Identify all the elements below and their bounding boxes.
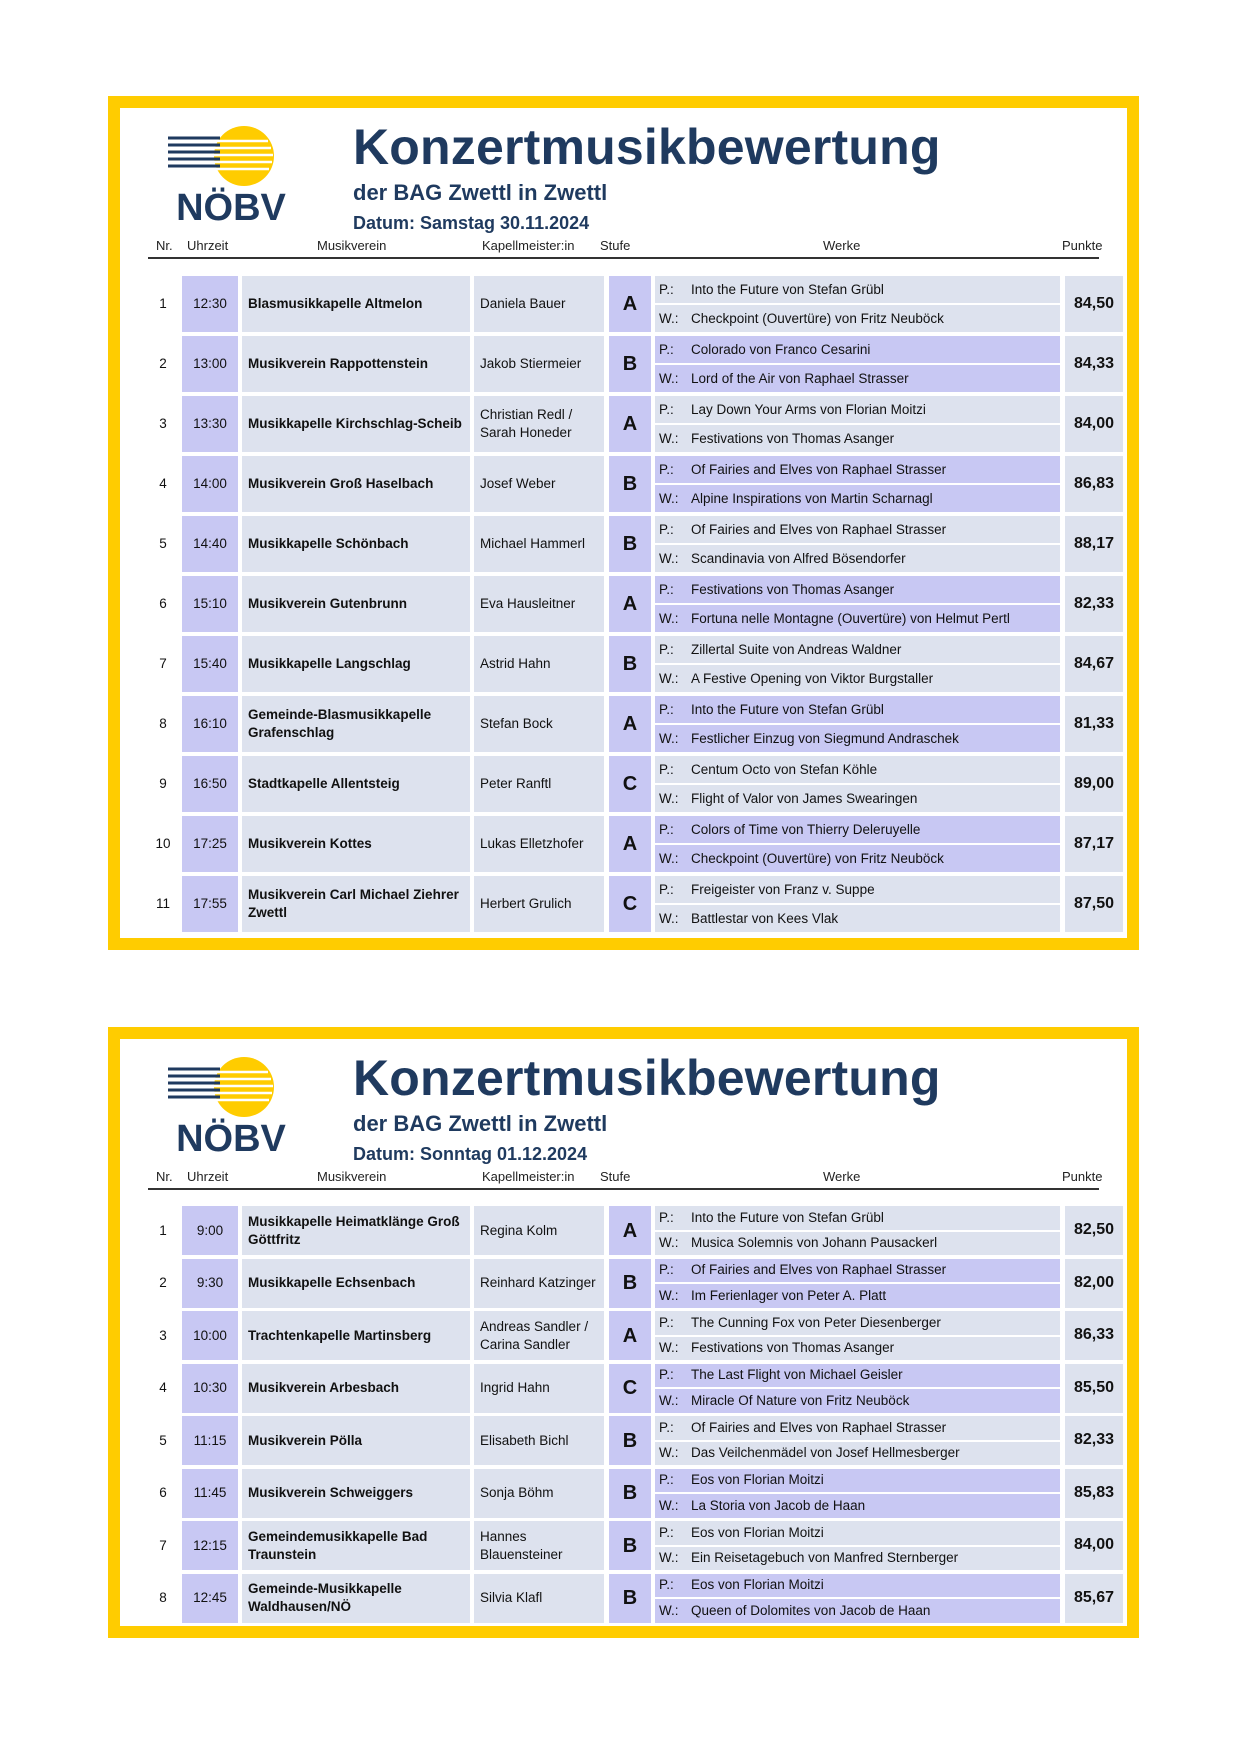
table-row <box>148 1416 1115 1465</box>
table-row <box>148 456 1115 512</box>
row-number: 9 <box>159 776 167 792</box>
row-pflichtwerk <box>655 1259 1060 1283</box>
werk-title: Centum Octo von Stefan Köhle <box>691 761 878 777</box>
table-row <box>148 396 1115 452</box>
row-time: 11:15 <box>182 1416 238 1465</box>
row-time: 13:00 <box>182 336 238 392</box>
column-header-verein: Musikverein <box>317 238 387 253</box>
row-musikverein: Musikverein Schweiggers <box>242 1469 470 1518</box>
row-kapellmeister: Reinhard Katzinger <box>474 1259 604 1308</box>
row-stufe: A <box>609 816 651 872</box>
row-wahlwerk <box>655 1547 1060 1571</box>
row-number: 11 <box>155 896 170 912</box>
column-header-time: Uhrzeit <box>187 1169 229 1184</box>
row-wahlwerk <box>655 545 1060 572</box>
row-pflichtwerk <box>655 816 1060 843</box>
row-time: 14:40 <box>182 516 238 572</box>
werk-prefix: W.: <box>659 610 679 626</box>
row-number: 3 <box>159 1327 167 1343</box>
row-musikverein: Blasmusikkapelle Altmelon <box>242 276 470 332</box>
column-header-kapellmeister: Kapellmeister:in <box>482 238 575 253</box>
row-time: 17:55 <box>182 876 238 932</box>
werk-prefix: P.: <box>659 701 674 717</box>
row-time: 12:45 <box>182 1574 238 1623</box>
row-stufe: A <box>609 1311 651 1360</box>
row-wahlwerk <box>655 1284 1060 1308</box>
row-wahlwerk <box>655 905 1060 932</box>
row-musikverein: Musikverein Carl Michael Ziehrer Zwettl <box>242 876 470 932</box>
row-number: 1 <box>159 1222 167 1238</box>
row-kapellmeister: Daniela Bauer <box>474 276 604 332</box>
row-kapellmeister: Christian Redl / Sarah Honeder <box>474 396 604 452</box>
row-pflichtwerk <box>655 696 1060 723</box>
row-musikverein: Musikkapelle Kirchschlag-Scheib <box>242 396 470 452</box>
row-pflichtwerk <box>655 756 1060 783</box>
row-stufe: A <box>609 276 651 332</box>
row-time: 10:00 <box>182 1311 238 1360</box>
row-stufe: B <box>609 1574 651 1623</box>
column-header-werke: Werke <box>823 1169 861 1184</box>
table-row <box>148 1364 1115 1413</box>
row-time: 12:15 <box>182 1521 238 1570</box>
row-kapellmeister: Regina Kolm <box>474 1206 604 1255</box>
row-pflichtwerk <box>655 1311 1060 1335</box>
werk-prefix: W.: <box>659 910 679 926</box>
row-stufe: B <box>609 516 651 572</box>
werk-title: Festivations von Thomas Asanger <box>691 1340 895 1356</box>
row-punkte: 84,67 <box>1065 636 1123 692</box>
row-time: 13:30 <box>182 396 238 452</box>
werk-prefix: P.: <box>659 461 674 477</box>
row-wahlwerk <box>655 1389 1060 1413</box>
table-row <box>148 336 1115 392</box>
column-header-werke: Werke <box>823 238 861 253</box>
page-subtitle: der BAG Zwettl in Zwettl <box>353 180 608 205</box>
werk-title: Eos von Florian Moitzi <box>691 1524 824 1540</box>
werk-prefix: W.: <box>659 1235 679 1251</box>
werk-prefix: W.: <box>659 1340 679 1356</box>
werk-title: Into the Future von Stefan Grübl <box>691 701 884 717</box>
row-number: 7 <box>159 1537 167 1553</box>
column-header-nr: Nr. <box>156 238 173 253</box>
werk-title: Queen of Dolomites von Jacob de Haan <box>691 1602 931 1618</box>
row-musikverein: Musikkapelle Langschlag <box>242 636 470 692</box>
table-row <box>148 696 1115 752</box>
row-musikverein: Musikverein Arbesbach <box>242 1364 470 1413</box>
row-time: 16:50 <box>182 756 238 812</box>
row-musikverein: Musikkapelle Heimatklänge Groß Göttfritz <box>242 1206 470 1255</box>
row-punkte: 85,67 <box>1065 1574 1123 1623</box>
row-number: 8 <box>159 716 167 732</box>
werk-prefix: P.: <box>659 581 674 597</box>
row-punkte: 82,33 <box>1065 576 1123 632</box>
table-row <box>148 756 1115 812</box>
row-punkte: 84,33 <box>1065 336 1123 392</box>
werk-title: Das Veilchenmädel von Josef Hellmesberger <box>691 1445 960 1461</box>
row-wahlwerk <box>655 665 1060 692</box>
row-number: 8 <box>159 1590 167 1606</box>
row-time: 16:10 <box>182 696 238 752</box>
noebv-logo <box>156 122 306 232</box>
werk-prefix: P.: <box>659 641 674 657</box>
werk-prefix: P.: <box>659 1209 674 1225</box>
header-divider <box>148 257 1099 259</box>
row-musikverein: Musikverein Gutenbrunn <box>242 576 470 632</box>
row-time: 17:25 <box>182 816 238 872</box>
column-header-punkte: Punkte <box>1062 1169 1103 1184</box>
werk-title: Of Fairies and Elves von Raphael Strasser <box>691 1262 947 1278</box>
table-row <box>148 1259 1115 1308</box>
werk-prefix: W.: <box>659 1287 679 1303</box>
table-row <box>148 576 1115 632</box>
row-number: 5 <box>159 536 167 552</box>
row-wahlwerk <box>655 1494 1060 1518</box>
row-musikverein: Gemeinde-Musikkapelle Waldhausen/NÖ <box>242 1574 470 1623</box>
schedule-sheet-sunday <box>108 1027 1139 1638</box>
row-kapellmeister: Peter Ranftl <box>474 756 604 812</box>
table-row <box>148 1206 1115 1255</box>
row-stufe: C <box>609 756 651 812</box>
row-punkte: 86,33 <box>1065 1311 1123 1360</box>
werk-title: Miracle Of Nature von Fritz Neuböck <box>691 1392 910 1408</box>
row-time: 11:45 <box>182 1469 238 1518</box>
row-musikverein: Trachtenkapelle Martinsberg <box>242 1311 470 1360</box>
row-wahlwerk <box>655 1337 1060 1361</box>
werk-prefix: P.: <box>659 521 674 537</box>
row-stufe: A <box>609 696 651 752</box>
row-kapellmeister: Josef Weber <box>474 456 604 512</box>
svg-text:NÖBV: NÖBV <box>176 187 286 229</box>
werk-title: Scandinavia von Alfred Bösendorfer <box>691 550 906 566</box>
werk-prefix: W.: <box>659 370 679 386</box>
row-wahlwerk <box>655 1232 1060 1256</box>
row-time: 15:40 <box>182 636 238 692</box>
werk-title: Into the Future von Stefan Grübl <box>691 281 884 297</box>
row-stufe: B <box>609 1469 651 1518</box>
row-pflichtwerk <box>655 576 1060 603</box>
werk-title: Eos von Florian Moitzi <box>691 1472 824 1488</box>
row-stufe: B <box>609 636 651 692</box>
row-kapellmeister: Ingrid Hahn <box>474 1364 604 1413</box>
row-punkte: 87,50 <box>1065 876 1123 932</box>
row-stufe: C <box>609 1364 651 1413</box>
row-stufe: B <box>609 336 651 392</box>
table-row <box>148 1311 1115 1360</box>
row-number: 5 <box>159 1432 167 1448</box>
column-header-time: Uhrzeit <box>187 238 229 253</box>
werk-prefix: P.: <box>659 1419 674 1435</box>
row-number: 2 <box>159 356 167 372</box>
row-time: 10:30 <box>182 1364 238 1413</box>
row-stufe: A <box>609 396 651 452</box>
row-number: 3 <box>159 416 167 432</box>
werk-title: Zillertal Suite von Andreas Waldner <box>691 641 902 657</box>
row-kapellmeister: Jakob Stiermeier <box>474 336 604 392</box>
row-wahlwerk <box>655 785 1060 812</box>
werk-prefix: P.: <box>659 761 674 777</box>
werk-title: Colorado von Franco Cesarini <box>691 341 871 357</box>
row-stufe: A <box>609 576 651 632</box>
row-stufe: A <box>609 1206 651 1255</box>
row-wahlwerk <box>655 305 1060 332</box>
werk-title: Festivations von Thomas Asanger <box>691 430 895 446</box>
row-number: 6 <box>159 596 167 612</box>
werk-prefix: P.: <box>659 1314 674 1330</box>
table-row <box>148 876 1115 932</box>
werk-title: Checkpoint (Ouvertüre) von Fritz Neuböck <box>691 850 944 866</box>
row-punkte: 89,00 <box>1065 756 1123 812</box>
werk-prefix: W.: <box>659 1445 679 1461</box>
row-kapellmeister: Astrid Hahn <box>474 636 604 692</box>
werk-title: Lord of the Air von Raphael Strasser <box>691 370 909 386</box>
event-date: Datum: Samstag 30.11.2024 <box>353 213 590 233</box>
noebv-logo <box>156 1053 306 1163</box>
row-punkte: 82,50 <box>1065 1206 1123 1255</box>
werk-title: Flight of Valor von James Swearingen <box>691 790 918 806</box>
row-kapellmeister: Andreas Sandler / Carina Sandler <box>474 1311 604 1360</box>
table-row <box>148 276 1115 332</box>
row-pflichtwerk <box>655 276 1060 303</box>
row-stufe: B <box>609 1521 651 1570</box>
schedule-sheet-saturday <box>108 96 1139 950</box>
row-pflichtwerk <box>655 636 1060 663</box>
column-header-kapellmeister: Kapellmeister:in <box>482 1169 575 1184</box>
row-wahlwerk <box>655 1599 1060 1623</box>
werk-prefix: P.: <box>659 401 674 417</box>
werk-title: The Last Flight von Michael Geisler <box>691 1367 903 1383</box>
row-musikverein: Musikverein Kottes <box>242 816 470 872</box>
werk-prefix: P.: <box>659 1577 674 1593</box>
row-time: 12:30 <box>182 276 238 332</box>
werk-title: Musica Solemnis von Johann Pausackerl <box>691 1235 938 1251</box>
row-kapellmeister: Silvia Klafl <box>474 1574 604 1623</box>
werk-prefix: P.: <box>659 1367 674 1383</box>
werk-title: Of Fairies and Elves von Raphael Strasser <box>691 1419 947 1435</box>
row-number: 4 <box>159 1380 167 1396</box>
row-number: 6 <box>159 1485 167 1501</box>
row-number: 7 <box>159 656 167 672</box>
row-kapellmeister: Elisabeth Bichl <box>474 1416 604 1465</box>
werk-prefix: W.: <box>659 790 679 806</box>
werk-title: Freigeister von Franz v. Suppe <box>691 881 875 897</box>
werk-prefix: W.: <box>659 1392 679 1408</box>
row-time: 9:30 <box>182 1259 238 1308</box>
table-row <box>148 1469 1115 1518</box>
werk-title: Festivations von Thomas Asanger <box>691 581 895 597</box>
page-title: Konzertmusikbewertung <box>353 1050 941 1106</box>
row-kapellmeister: Hannes Blauensteiner <box>474 1521 604 1570</box>
row-pflichtwerk <box>655 1521 1060 1545</box>
werk-title: La Storia von Jacob de Haan <box>691 1497 866 1513</box>
werk-title: Lay Down Your Arms von Florian Moitzi <box>691 401 926 417</box>
row-stufe: C <box>609 876 651 932</box>
row-pflichtwerk <box>655 1469 1060 1493</box>
page-subtitle: der BAG Zwettl in Zwettl <box>353 1111 608 1136</box>
header-divider <box>148 1188 1099 1190</box>
row-time: 9:00 <box>182 1206 238 1255</box>
row-musikverein: Musikverein Pölla <box>242 1416 470 1465</box>
column-header-stufe: Stufe <box>600 1169 631 1184</box>
row-wahlwerk <box>655 485 1060 512</box>
werk-prefix: P.: <box>659 341 674 357</box>
werk-title: Colors of Time von Thierry Deleruyelle <box>691 821 921 837</box>
row-musikverein: Gemeinde-Blasmusikkapelle Grafenschlag <box>242 696 470 752</box>
werk-prefix: W.: <box>659 670 679 686</box>
werk-prefix: P.: <box>659 1262 674 1278</box>
werk-title: Fortuna nelle Montagne (Ouvertüre) von Helmut Pertl <box>691 610 1010 626</box>
werk-title: Of Fairies and Elves von Raphael Strasser <box>691 461 947 477</box>
row-pflichtwerk <box>655 876 1060 903</box>
row-number: 1 <box>159 296 167 312</box>
werk-prefix: P.: <box>659 1524 674 1540</box>
werk-title: Alpine Inspirations von Martin Scharnagl <box>691 490 933 506</box>
werk-title: Checkpoint (Ouvertüre) von Fritz Neuböck <box>691 310 944 326</box>
row-wahlwerk <box>655 1442 1060 1466</box>
row-punkte: 86,83 <box>1065 456 1123 512</box>
row-punkte: 84,00 <box>1065 396 1123 452</box>
row-pflichtwerk <box>655 456 1060 483</box>
row-punkte: 85,50 <box>1065 1364 1123 1413</box>
row-punkte: 81,33 <box>1065 696 1123 752</box>
row-musikverein: Musikkapelle Echsenbach <box>242 1259 470 1308</box>
werk-title: Eos von Florian Moitzi <box>691 1577 824 1593</box>
column-header-stufe: Stufe <box>600 238 631 253</box>
row-punkte: 84,50 <box>1065 276 1123 332</box>
row-kapellmeister: Michael Hammerl <box>474 516 604 572</box>
werk-prefix: P.: <box>659 821 674 837</box>
svg-text:NÖBV: NÖBV <box>176 1118 286 1160</box>
table-row <box>148 516 1115 572</box>
row-wahlwerk <box>655 425 1060 452</box>
row-stufe: B <box>609 456 651 512</box>
row-kapellmeister: Lukas Elletzhofer <box>474 816 604 872</box>
row-punkte: 82,00 <box>1065 1259 1123 1308</box>
row-wahlwerk <box>655 725 1060 752</box>
row-musikverein: Gemeindemusikkapelle Bad Traunstein <box>242 1521 470 1570</box>
row-time: 14:00 <box>182 456 238 512</box>
row-punkte: 85,83 <box>1065 1469 1123 1518</box>
werk-title: The Cunning Fox von Peter Diesenberger <box>691 1314 941 1330</box>
row-wahlwerk <box>655 365 1060 392</box>
row-punkte: 87,17 <box>1065 816 1123 872</box>
row-kapellmeister: Sonja Böhm <box>474 1469 604 1518</box>
werk-title: Ein Reisetagebuch von Manfred Sternberger <box>691 1550 959 1566</box>
row-pflichtwerk <box>655 1416 1060 1440</box>
row-wahlwerk <box>655 605 1060 632</box>
row-punkte: 84,00 <box>1065 1521 1123 1570</box>
werk-title: A Festive Opening von Viktor Burgstaller <box>691 670 934 686</box>
row-number: 2 <box>159 1275 167 1291</box>
row-punkte: 88,17 <box>1065 516 1123 572</box>
werk-prefix: P.: <box>659 881 674 897</box>
page-title: Konzertmusikbewertung <box>353 119 941 175</box>
row-wahlwerk <box>655 845 1060 872</box>
row-pflichtwerk <box>655 396 1060 423</box>
column-header-punkte: Punkte <box>1062 238 1103 253</box>
row-pflichtwerk <box>655 1364 1060 1388</box>
row-time: 15:10 <box>182 576 238 632</box>
event-date: Datum: Sonntag 01.12.2024 <box>353 1144 588 1164</box>
row-kapellmeister: Herbert Grulich <box>474 876 604 932</box>
column-header-verein: Musikverein <box>317 1169 387 1184</box>
werk-prefix: W.: <box>659 310 679 326</box>
werk-prefix: W.: <box>659 550 679 566</box>
row-stufe: B <box>609 1416 651 1465</box>
werk-prefix: W.: <box>659 850 679 866</box>
table-row <box>148 816 1115 872</box>
werk-title: Of Fairies and Elves von Raphael Strasser <box>691 521 947 537</box>
row-kapellmeister: Eva Hausleitner <box>474 576 604 632</box>
row-pflichtwerk <box>655 1574 1060 1598</box>
row-pflichtwerk <box>655 516 1060 543</box>
table-row <box>148 636 1115 692</box>
row-pflichtwerk <box>655 336 1060 363</box>
werk-title: Im Ferienlager von Peter A. Platt <box>691 1287 887 1303</box>
werk-prefix: W.: <box>659 430 679 446</box>
werk-title: Festlicher Einzug von Siegmund Andraschek <box>691 730 959 746</box>
row-musikverein: Musikverein Groß Haselbach <box>242 456 470 512</box>
werk-prefix: W.: <box>659 1602 679 1618</box>
werk-title: Into the Future von Stefan Grübl <box>691 1209 884 1225</box>
werk-prefix: W.: <box>659 490 679 506</box>
row-musikverein: Stadtkapelle Allentsteig <box>242 756 470 812</box>
row-musikverein: Musikverein Rappottenstein <box>242 336 470 392</box>
column-header-nr: Nr. <box>156 1169 173 1184</box>
row-punkte: 82,33 <box>1065 1416 1123 1465</box>
row-musikverein: Musikkapelle Schönbach <box>242 516 470 572</box>
werk-title: Battlestar von Kees Vlak <box>691 910 839 926</box>
werk-prefix: W.: <box>659 1550 679 1566</box>
werk-prefix: P.: <box>659 1472 674 1488</box>
werk-prefix: P.: <box>659 281 674 297</box>
row-number: 4 <box>159 476 167 492</box>
row-pflichtwerk <box>655 1206 1060 1230</box>
row-number: 10 <box>155 836 171 852</box>
table-row <box>148 1521 1115 1570</box>
table-row <box>148 1574 1115 1623</box>
werk-prefix: W.: <box>659 1497 679 1513</box>
werk-prefix: W.: <box>659 730 679 746</box>
row-kapellmeister: Stefan Bock <box>474 696 604 752</box>
row-stufe: B <box>609 1259 651 1308</box>
